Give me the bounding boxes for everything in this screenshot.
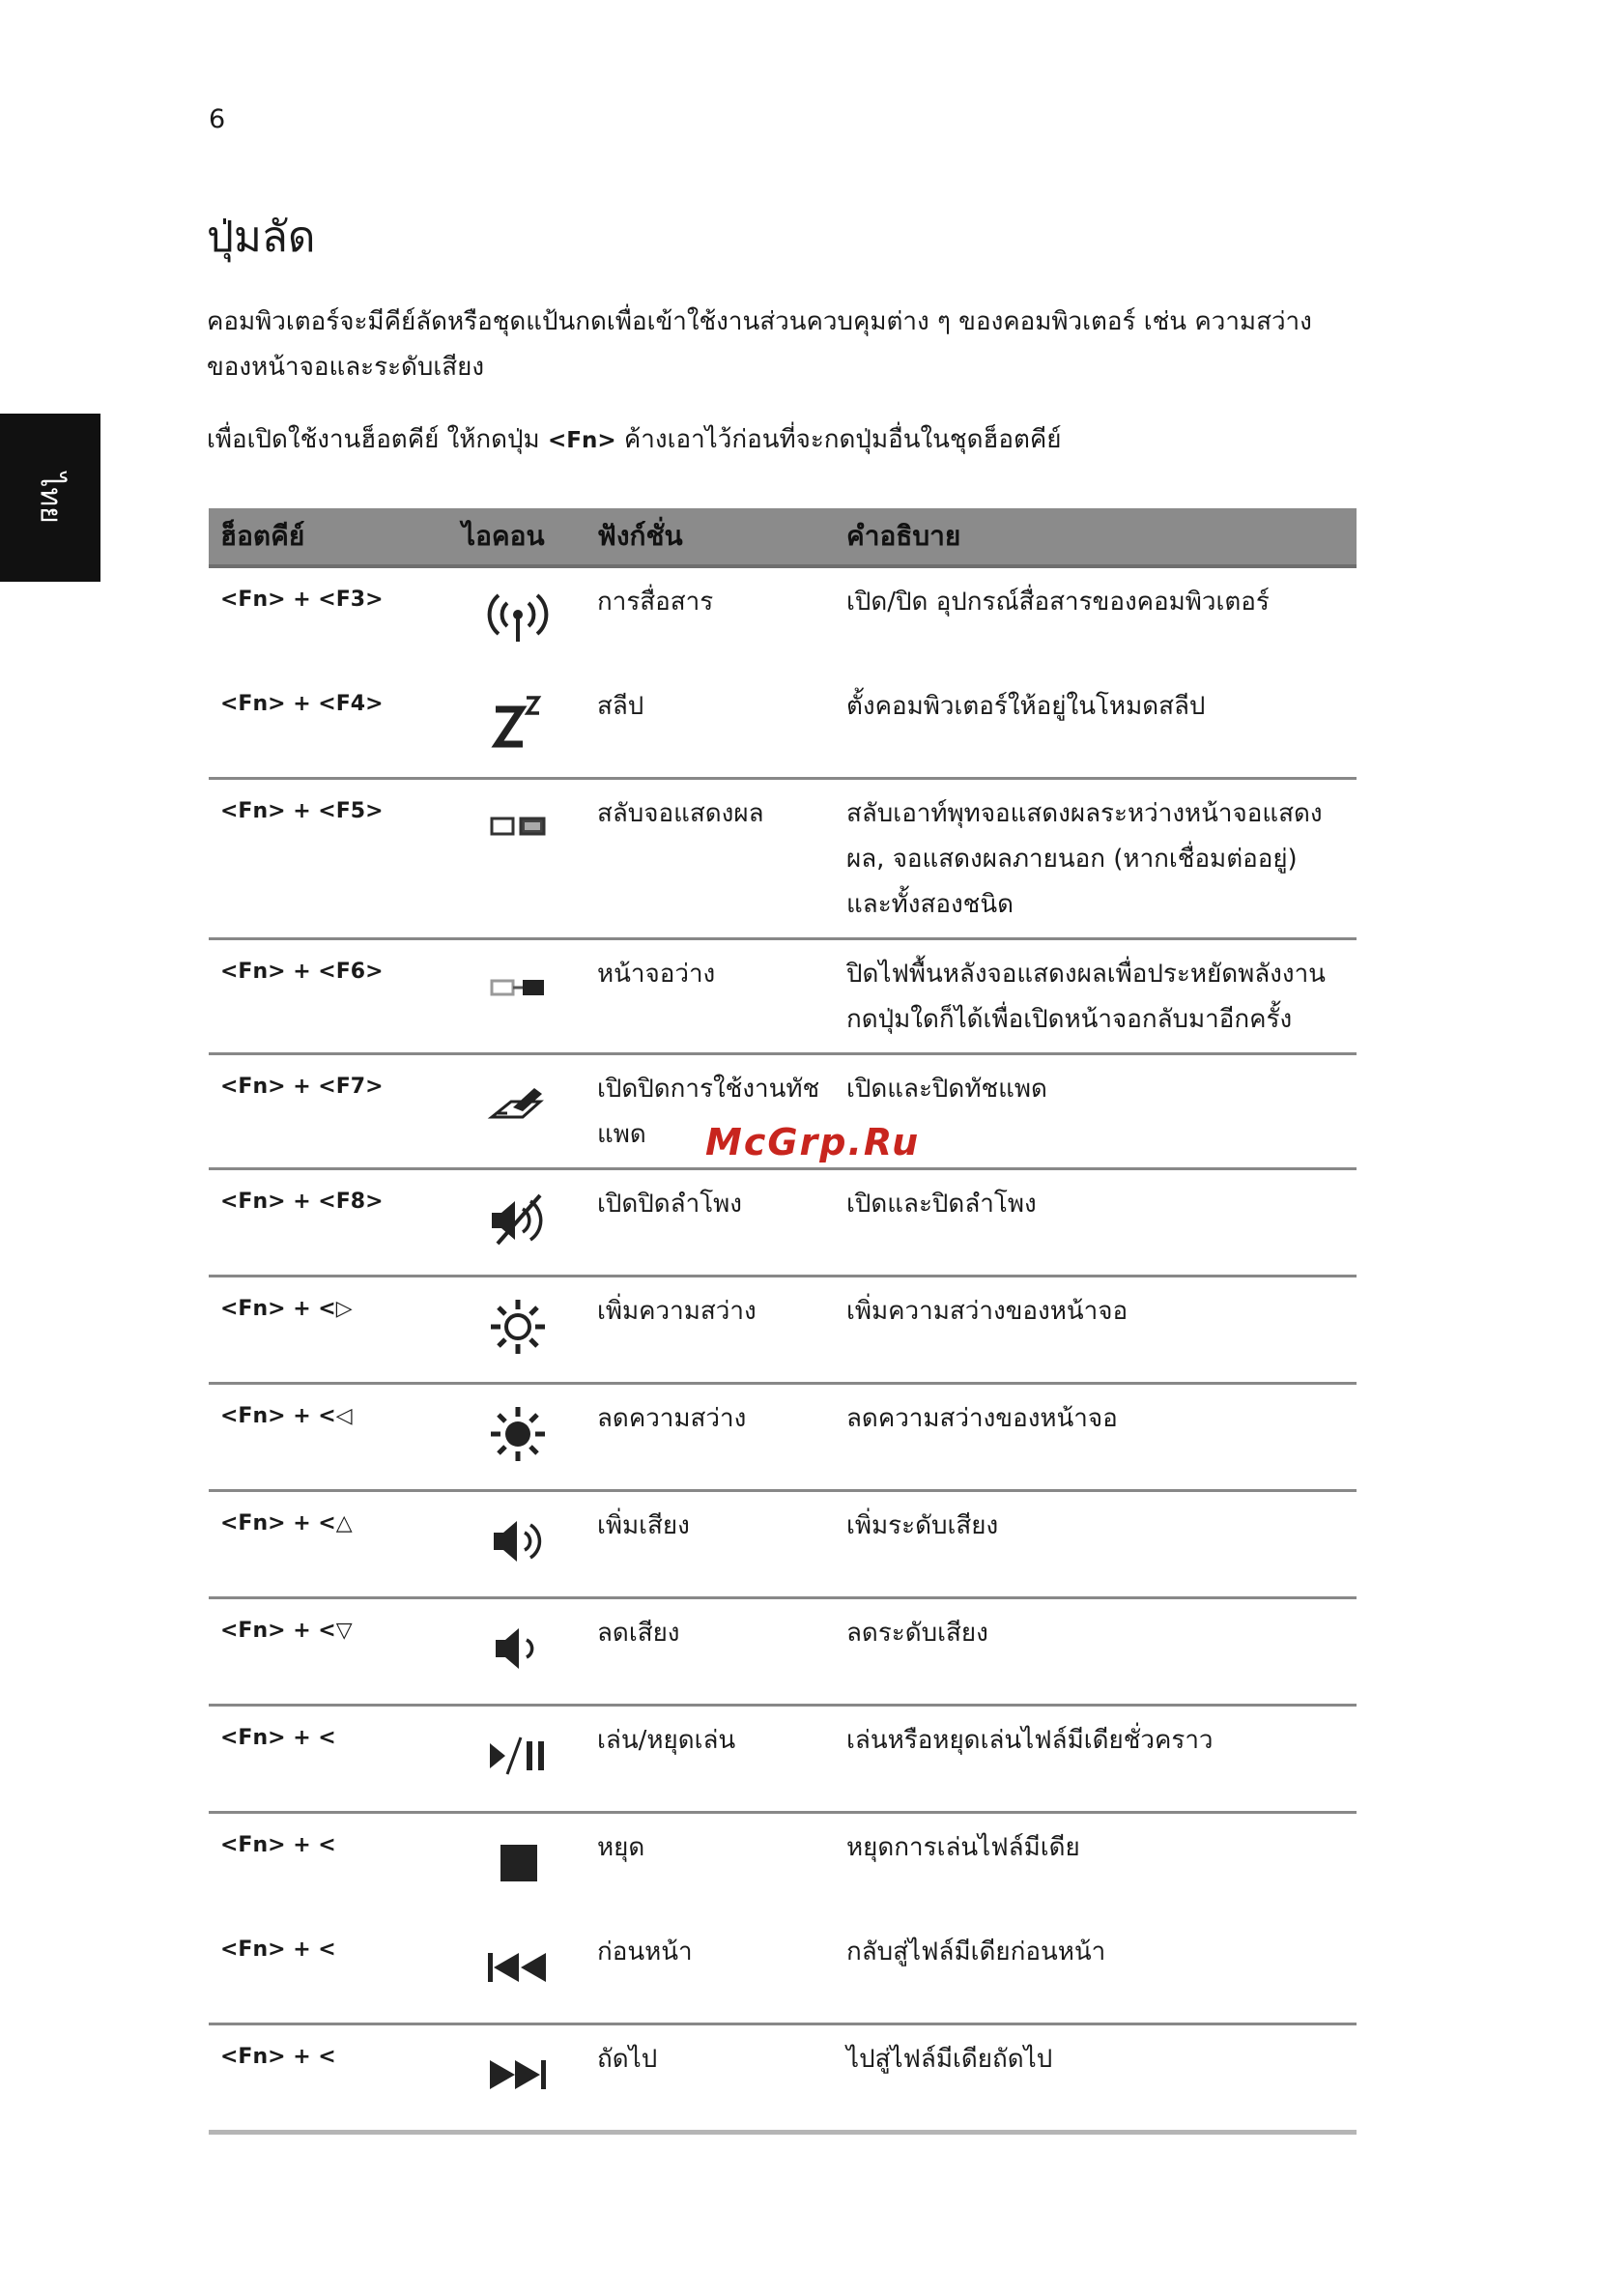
arrow-left-icon: ◁ [335, 1404, 353, 1428]
hotkey-text: <Fn> + < [220, 1511, 336, 1535]
hotkey-cell: <Fn> + <F5> [209, 779, 450, 939]
header-hotkey: ฮ็อตคีย์ [209, 508, 450, 566]
function-cell: เพิ่มเสียง [586, 1491, 835, 1598]
table-row [209, 1706, 1357, 1813]
touchpad-icon [484, 1075, 552, 1134]
hotkey-text: <Fn> + < [220, 1404, 336, 1428]
table-row [209, 1491, 1357, 1598]
table-row [209, 1169, 1357, 1277]
function-cell: เพิ่มความสว่าง [586, 1277, 835, 1384]
hotkey-cell [209, 1384, 450, 1491]
instruction-pre: เพื่อเปิดใช้งานฮ็อตคีย์ ให้กดปุ่ม [207, 425, 540, 454]
function-cell: ลดความสว่าง [586, 1384, 835, 1491]
function-cell: ลดเสียง [586, 1598, 835, 1706]
function-cell: หยุด [586, 1813, 835, 1919]
header-function: ฟังก์ชั่น [586, 508, 835, 566]
page-number: 6 [209, 104, 226, 134]
hotkey-cell: <Fn> + <F6> [209, 939, 450, 1054]
wireless-icon [484, 588, 552, 647]
hotkey-table [209, 508, 1357, 2135]
function-cell: หน้าจอว่าง [586, 939, 835, 1054]
description-cell: กลับสู่ไฟล์มีเดียก่อนหน้า [846, 1937, 1106, 1966]
hotkey-cell: <Fn> + < [209, 1706, 450, 1813]
hotkey-cell: <Fn> + < [209, 2024, 450, 2133]
intro-line-2: ของหน้าจอและระดับเสียง [207, 353, 485, 382]
hotkey-cell [209, 1491, 450, 1598]
speaker-mute-icon [484, 1190, 552, 1249]
table-row [209, 1384, 1357, 1491]
display-toggle-icon [484, 799, 552, 859]
hotkey-cell [209, 1598, 450, 1706]
hotkey-cell: <Fn> + <F7> [209, 1054, 450, 1169]
description-cell: เปิดและปิดทัชแพด [835, 1054, 1357, 1169]
fn-key-label: <Fn> [547, 428, 616, 453]
description-cell: เปิดและปิดลำโพง [835, 1169, 1357, 1277]
volume-up-icon [484, 1511, 552, 1571]
table-row [209, 1598, 1357, 1706]
next-track-icon [484, 2045, 552, 2105]
description-cell: เพิ่มระดับเสียง [835, 1491, 1357, 1598]
function-cell: สลับจอแสดงผล [586, 779, 835, 939]
intro-line-1: คอมพิวเตอร์จะมีคีย์ลัดหรือชุดแป้นกดเพื่อเข้าใช้งานส่วนควบคุมต่าง ๆ ของคอมพิวเตอร์ เช่น ความสว่าง [207, 307, 1312, 336]
table-row [209, 779, 1357, 939]
language-tab [0, 414, 100, 582]
description-cell: ลดระดับเสียง [835, 1598, 1357, 1706]
description-cell: เพิ่มความสว่างของหน้าจอ [835, 1277, 1357, 1384]
description-cell: ไปสู่ไฟล์มีเดียถัดไป [835, 2024, 1357, 2133]
header-icon: ไอคอน [450, 508, 586, 566]
function-cell: สลีป [597, 692, 644, 721]
table-row [209, 566, 1357, 673]
function-cell: เปิดปิดลำโพง [586, 1169, 835, 1277]
arrow-down-icon: ▽ [335, 1619, 353, 1643]
hotkey-text: <Fn> + < [220, 1619, 336, 1643]
instruction-post: ค้างเอาไว้ก่อนที่จะกดปุ่มอื่นในชุดฮ็อตคีย์ [623, 425, 1062, 454]
table-row [209, 1277, 1357, 1384]
brightness-down-icon [484, 1404, 552, 1464]
arrow-up-icon: △ [335, 1511, 353, 1535]
header-description: คำอธิบาย [835, 508, 1357, 566]
description-cell: สลับเอาท์พุทจอแสดงผลระหว่างหน้าจอแสดงผล, จอแสดงผลภายนอก (หากเชื่อมต่ออยู่) และทั้งสองชนิด [835, 779, 1357, 939]
hotkey-cell: <Fn> + <F4> [220, 692, 384, 716]
hotkey-cell [209, 1277, 450, 1384]
hotkey-cell: <Fn> + <F3> [220, 588, 384, 612]
volume-down-icon [484, 1619, 552, 1679]
page-title: ปุ่มลัด [207, 213, 316, 262]
watermark-text: McGrp.Ru [705, 1121, 921, 1163]
display-off-icon [484, 960, 552, 1019]
arrow-right-icon: ▷ [335, 1297, 353, 1321]
language-tab-label: ไทย [33, 472, 68, 524]
instruction-paragraph [207, 417, 1357, 464]
play-pause-icon [484, 1726, 552, 1786]
hotkey-cell: <Fn> + < [220, 1937, 336, 1962]
function-cell: ก่อนหน้า [597, 1937, 693, 1966]
hotkey-cell: <Fn> + <F8> [209, 1169, 450, 1277]
table-row [209, 939, 1357, 1054]
table-row [209, 673, 1357, 779]
hotkey-cell: <Fn> + < [209, 1813, 450, 1919]
table-row [209, 1918, 1357, 2024]
description-cell: เล่นหรือหยุดเล่นไฟล์มีเดียชั่วคราว [835, 1706, 1357, 1813]
description-cell: ปิดไฟพื้นหลังจอแสดงผลเพื่อประหยัดพลังงาน กดปุ่มใดก็ได้เพื่อเปิดหน้าจอกลับมาอีกครั้ง [835, 939, 1357, 1054]
table-row [209, 2024, 1357, 2133]
intro-paragraph [207, 300, 1357, 390]
description-cell: เปิด/ปิด อุปกรณ์สื่อสารของคอมพิวเตอร์ [846, 588, 1270, 617]
stop-icon [484, 1833, 552, 1893]
description-cell: ลดความสว่างของหน้าจอ [835, 1384, 1357, 1491]
description-cell: หยุดการเล่นไฟล์มีเดีย [835, 1813, 1357, 1919]
sleep-icon [484, 692, 552, 752]
function-cell: เปิดปิดการใช้งานทัชแพด [586, 1054, 835, 1169]
function-cell: ถัดไป [586, 2024, 835, 2133]
table-header-row [209, 508, 1357, 566]
hotkey-text: <Fn> + < [220, 1297, 336, 1321]
description-cell: ตั้งคอมพิวเตอร์ให้อยู่ในโหมดสลีป [846, 692, 1206, 721]
table-row [209, 1813, 1357, 1919]
previous-track-icon [484, 1937, 552, 1997]
brightness-up-icon [484, 1297, 552, 1357]
function-cell: เล่น/หยุดเล่น [586, 1706, 835, 1813]
function-cell: การสื่อสาร [597, 588, 714, 617]
